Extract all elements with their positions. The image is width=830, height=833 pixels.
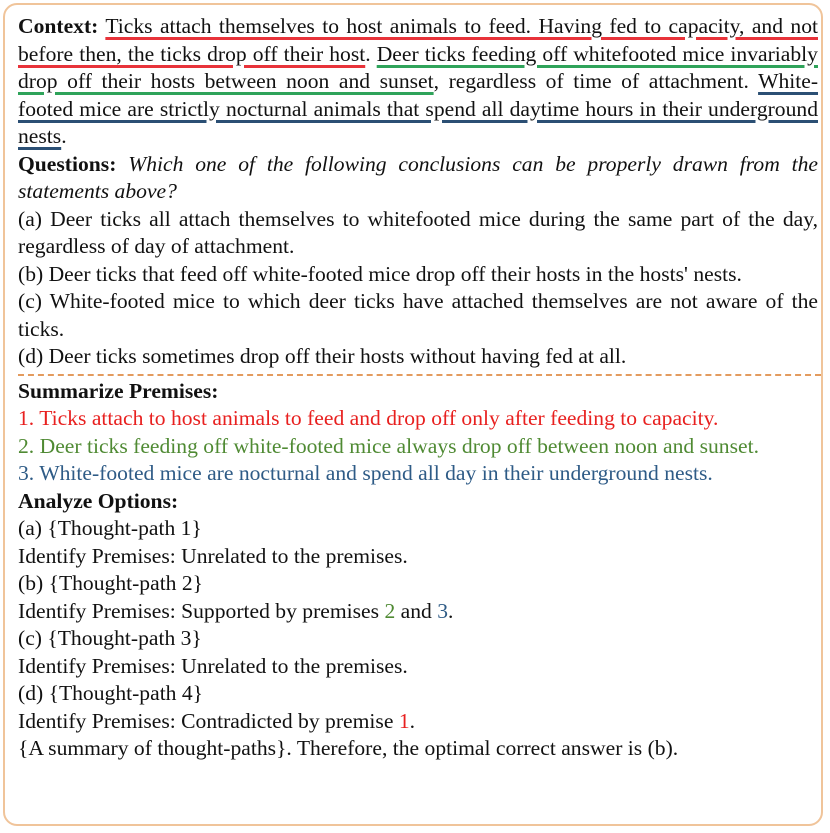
identify-b-prefix: Identify Premises: Supported by premises xyxy=(18,598,385,623)
conclusion: {A summary of thought-paths}. Therefore, the optimal correct answer is (b). xyxy=(18,736,679,760)
question-label: Questions: xyxy=(18,151,117,176)
context-sentence-1: Ticks attach themselves to host animals to feed. Having fed to capacity, and not before then, the ticks drop off their host xyxy=(18,14,818,66)
reasoning-card xyxy=(3,3,823,826)
identify-premises-a: Identify Premises: Unrelated to the premises. xyxy=(18,543,408,568)
premise-ref-3: 3 xyxy=(437,598,449,623)
thought-path-b: (b) {Thought-path 2} xyxy=(18,571,204,595)
identify-premises-b: Identify Premises: Supported by premises 2 and 3. xyxy=(18,598,454,623)
thought-path-a: (a) {Thought-path 1} xyxy=(18,516,202,540)
premise-2: 2. Deer ticks feeding off white-footed mice always drop off between noon and sunset. xyxy=(18,433,759,458)
identify-premises-c: Identify Premises: Unrelated to the premises. xyxy=(18,653,408,678)
premise-1: 1. Ticks attach to host animals to feed and drop off only after feeding to capacity. xyxy=(18,406,719,430)
option-c: (c) White-footed mice to which deer ticks have attached themselves are not aware of the ticks. xyxy=(18,289,818,341)
section-divider xyxy=(18,374,821,376)
identify-b-and: and xyxy=(395,598,438,623)
question-block xyxy=(18,151,818,206)
card-content xyxy=(18,13,818,763)
context-sentence-2-rest: , regardless of time of attachment. xyxy=(433,69,749,93)
identify-d-prefix: Identify Premises: Contradicted by premise xyxy=(18,708,399,733)
context-label: Context: xyxy=(18,14,99,38)
summarize-heading: Summarize Premises: xyxy=(18,378,219,403)
thought-path-d: (d) {Thought-path 4} xyxy=(18,681,204,705)
premise-3: 3. White-footed mice are nocturnal and spend all day in their underground nests. xyxy=(18,461,713,485)
premise-ref-2: 2 xyxy=(384,598,396,623)
thought-path-c: (c) {Thought-path 3} xyxy=(18,626,202,650)
identify-premises-d: Identify Premises: Contradicted by premise 1. xyxy=(18,708,416,733)
option-a: (a) Deer ticks all attach themselves to whitefooted mice during the same part of the day, regardless of day of attachment. xyxy=(18,206,818,258)
analyze-heading: Analyze Options: xyxy=(18,488,179,513)
question-text: Which one of the following conclusions can be properly drawn from the statements above? xyxy=(18,151,818,203)
context-sentence-2: Deer ticks feeding off whitefooted mice invariably drop off their hosts between noon and sunset xyxy=(18,41,818,93)
option-b: (b) Deer ticks that feed off white-footed mice drop off their hosts in the hosts' nests. xyxy=(18,261,742,286)
context-sentence-3: White-footed mice are strictly nocturnal animals that spend all daytime hours in their underground nests xyxy=(18,69,819,148)
context-block: Context: Ticks attach themselves to host animals to feed. Having fed to capacity, and not before then, the ticks drop off their host. Deer ticks feeding off whitefooted mice invariably drop off their hosts between noon and sunset, regardless of time of attachment. White-footed mice are strictly nocturnal animals that spend all daytime hours in their underground nests. xyxy=(18,14,819,148)
premise-ref-1: 1 xyxy=(398,708,410,733)
option-d: (d) Deer ticks sometimes drop off their hosts without having fed at all. xyxy=(18,344,627,368)
